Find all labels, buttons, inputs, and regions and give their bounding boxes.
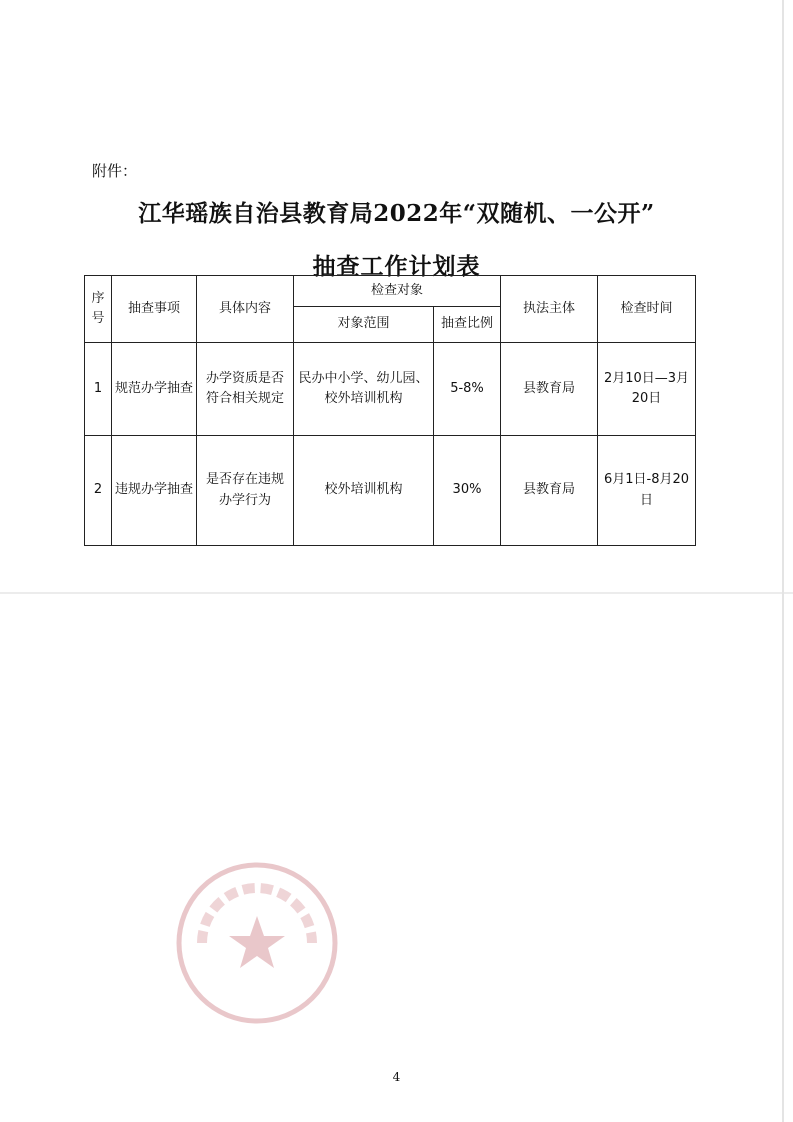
page-edge	[782, 0, 784, 1122]
header-time: 检查时间	[598, 276, 696, 343]
cell-content: 办学资质是否符合相关规定	[197, 343, 294, 436]
annex-label: 附件：	[92, 162, 138, 180]
header-executor: 执法主体	[501, 276, 598, 343]
document-title: 江华瑶族自治县教育局2022年“双随机、一公开”	[138, 200, 655, 227]
cell-seq: 1	[85, 343, 112, 436]
cell-time: 6月1日-8月20日	[598, 436, 696, 546]
header-scope: 对象范围	[294, 307, 434, 343]
header-target-group: 检查对象	[294, 276, 501, 307]
cell-content: 是否存在违规办学行为	[197, 436, 294, 546]
header-content: 具体内容	[197, 276, 294, 343]
page-number: 4	[392, 1070, 401, 1084]
cell-item: 违规办学抽查	[112, 436, 197, 546]
table-row	[85, 436, 696, 546]
document-subtitle: 抽查工作计划表	[312, 253, 481, 280]
cell-scope: 民办中小学、幼儿园、校外培训机构	[294, 343, 434, 436]
official-seal	[172, 858, 342, 1028]
cell-ratio: 30%	[434, 436, 501, 546]
cell-time: 2月10日—3月20日	[598, 343, 696, 436]
cell-ratio: 5-8%	[434, 343, 501, 436]
cell-executor: 县教育局	[501, 343, 598, 436]
cell-seq: 2	[85, 436, 112, 546]
inspection-plan-table	[84, 275, 696, 546]
header-seq: 序号	[85, 276, 112, 343]
cell-scope: 校外培训机构	[294, 436, 434, 546]
table-header-row	[85, 276, 696, 307]
star-icon	[229, 916, 285, 968]
cell-item: 规范办学抽查	[112, 343, 197, 436]
fold-line	[0, 592, 793, 594]
cell-executor: 县教育局	[501, 436, 598, 546]
header-item: 抽查事项	[112, 276, 197, 343]
header-ratio: 抽查比例	[434, 307, 501, 343]
table-row	[85, 343, 696, 436]
